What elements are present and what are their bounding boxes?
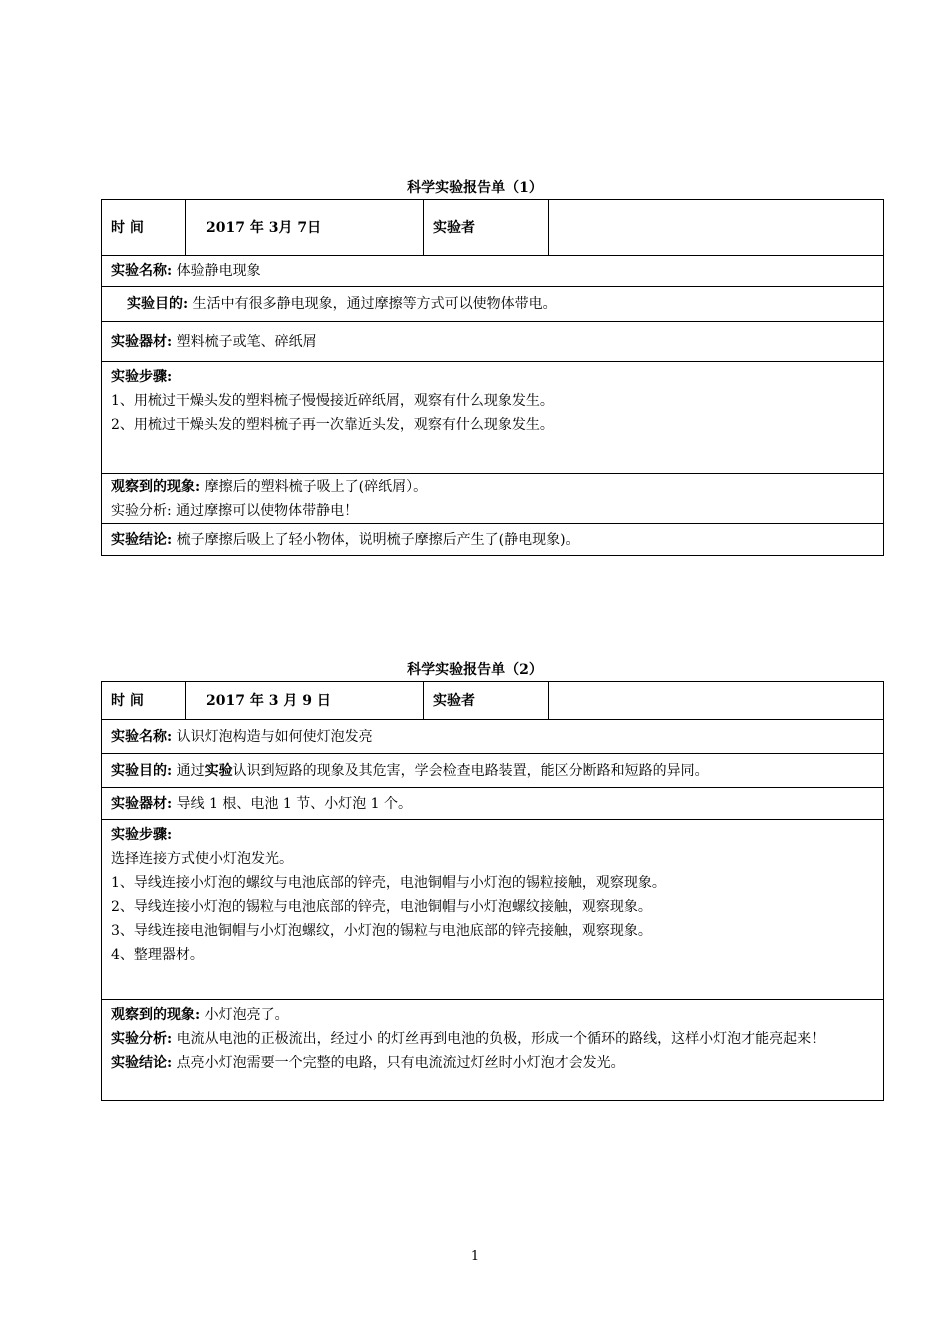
- purpose-value-bold: 实验: [204, 762, 233, 779]
- name-label: 实验名称:: [111, 728, 173, 745]
- report-2-title: 科学实验报告单（2）: [407, 662, 543, 678]
- report-2-table: [101, 681, 884, 1101]
- observed-value: 小灯泡亮了。: [200, 1007, 289, 1023]
- date-value: 2017 年 3月 7日: [186, 200, 424, 256]
- name-row: [102, 720, 884, 754]
- purpose-value: 通过: [172, 762, 205, 779]
- materials-value: 塑料梳子或笔、碎纸屑: [172, 333, 317, 350]
- observed-value: 摩擦后的塑料梳子吸上了(碎纸屑）。: [200, 478, 428, 495]
- conclusion-value: 点亮小灯泡需要一个完整的电路，只有电流流过灯丝时小灯泡才会发光。: [172, 1055, 625, 1071]
- report-1-title: 科学实验报告单（1）: [407, 180, 543, 196]
- conclusion-label: 实验结论:: [111, 1055, 173, 1071]
- conclusion-value: 梳子摩擦后吸上了轻小物体，说明梳子摩擦后产生了(静电现象)。: [172, 531, 580, 548]
- page-number: 1: [470, 1249, 480, 1264]
- header-row: [102, 200, 884, 256]
- steps-row: [102, 362, 884, 474]
- purpose-value: 生活中有很多静电现象，通过摩擦等方式可以使物体带电。: [188, 296, 557, 312]
- step-item: 2、导线连接小灯泡的锡粒与电池底部的锌壳，电池铜帽与小灯泡螺纹接触，观察现象。: [111, 899, 652, 915]
- step-item: 1、用梳过干燥头发的塑料梳子慢慢接近碎纸屑，观察有什么现象发生。: [111, 393, 554, 409]
- name-value: 体验静电现象: [172, 263, 261, 279]
- step-item: 3、导线连接电池铜帽与小灯泡螺纹，小灯泡的锡粒与电池底部的锌壳接触，观察现象。: [111, 923, 652, 939]
- materials-value: 导线 1 根、电池 1 节、小灯泡 1 个。: [172, 795, 413, 812]
- steps-row: [102, 820, 884, 1000]
- materials-row: [102, 788, 884, 820]
- analysis-label: 实验分析:: [111, 1031, 173, 1047]
- step-item: 2、用梳过干燥头发的塑料梳子再一次靠近头发，观察有什么现象发生。: [111, 417, 554, 433]
- experimenter-value: [549, 682, 884, 720]
- step-item: 1、导线连接小灯泡的螺纹与电池底部的锌壳，电池铜帽与小灯泡的锡粒接触，观察现象。: [111, 875, 666, 891]
- experimenter-value: [549, 200, 884, 256]
- materials-label: 实验器材:: [111, 795, 173, 812]
- purpose-row: [102, 754, 884, 788]
- purpose-row: [102, 287, 884, 322]
- step-item: 4、整理器材。: [111, 947, 204, 963]
- time-label: 时 间: [102, 682, 186, 720]
- materials-row: [102, 322, 884, 362]
- steps-label: 实验步骤:: [111, 369, 173, 385]
- purpose-label: 实验目的:: [127, 296, 189, 312]
- observed-label: 观察到的现象:: [111, 478, 201, 495]
- name-label: 实验名称:: [111, 263, 173, 279]
- materials-label: 实验器材:: [111, 333, 173, 350]
- date-value: 2017 年 3 月 9 日: [186, 682, 424, 720]
- analysis-label: 实验分析:: [111, 502, 172, 519]
- conclusion-row: [102, 524, 884, 556]
- purpose-value-rest: 认识到短路的现象及其危害，学会检查电路装置，能区分断路和短路的异同。: [232, 762, 709, 779]
- observed-label: 观察到的现象:: [111, 1007, 201, 1023]
- analysis-value: 通过摩擦可以使物体带静电！: [171, 502, 359, 519]
- time-label: 时 间: [102, 200, 186, 256]
- analysis-value: 电流从电池的正极流出，经过小 的灯丝再到电池的负极，形成一个循环的路线，这样小灯泡才能亮起来！: [172, 1031, 826, 1047]
- steps-label: 实验步骤:: [111, 827, 173, 843]
- experimenter-label: 实验者: [424, 200, 549, 256]
- header-row: [102, 682, 884, 720]
- purpose-label: 实验目的:: [111, 762, 173, 779]
- name-value: 认识灯泡构造与如何使灯泡发亮: [172, 728, 373, 745]
- result-row: [102, 1000, 884, 1101]
- report-1-table: [101, 199, 884, 556]
- name-row: [102, 256, 884, 287]
- conclusion-label: 实验结论:: [111, 531, 173, 548]
- observed-row: [102, 474, 884, 524]
- experimenter-label: 实验者: [424, 682, 549, 720]
- step-item: 选择连接方式使小灯泡发光。: [111, 851, 293, 867]
